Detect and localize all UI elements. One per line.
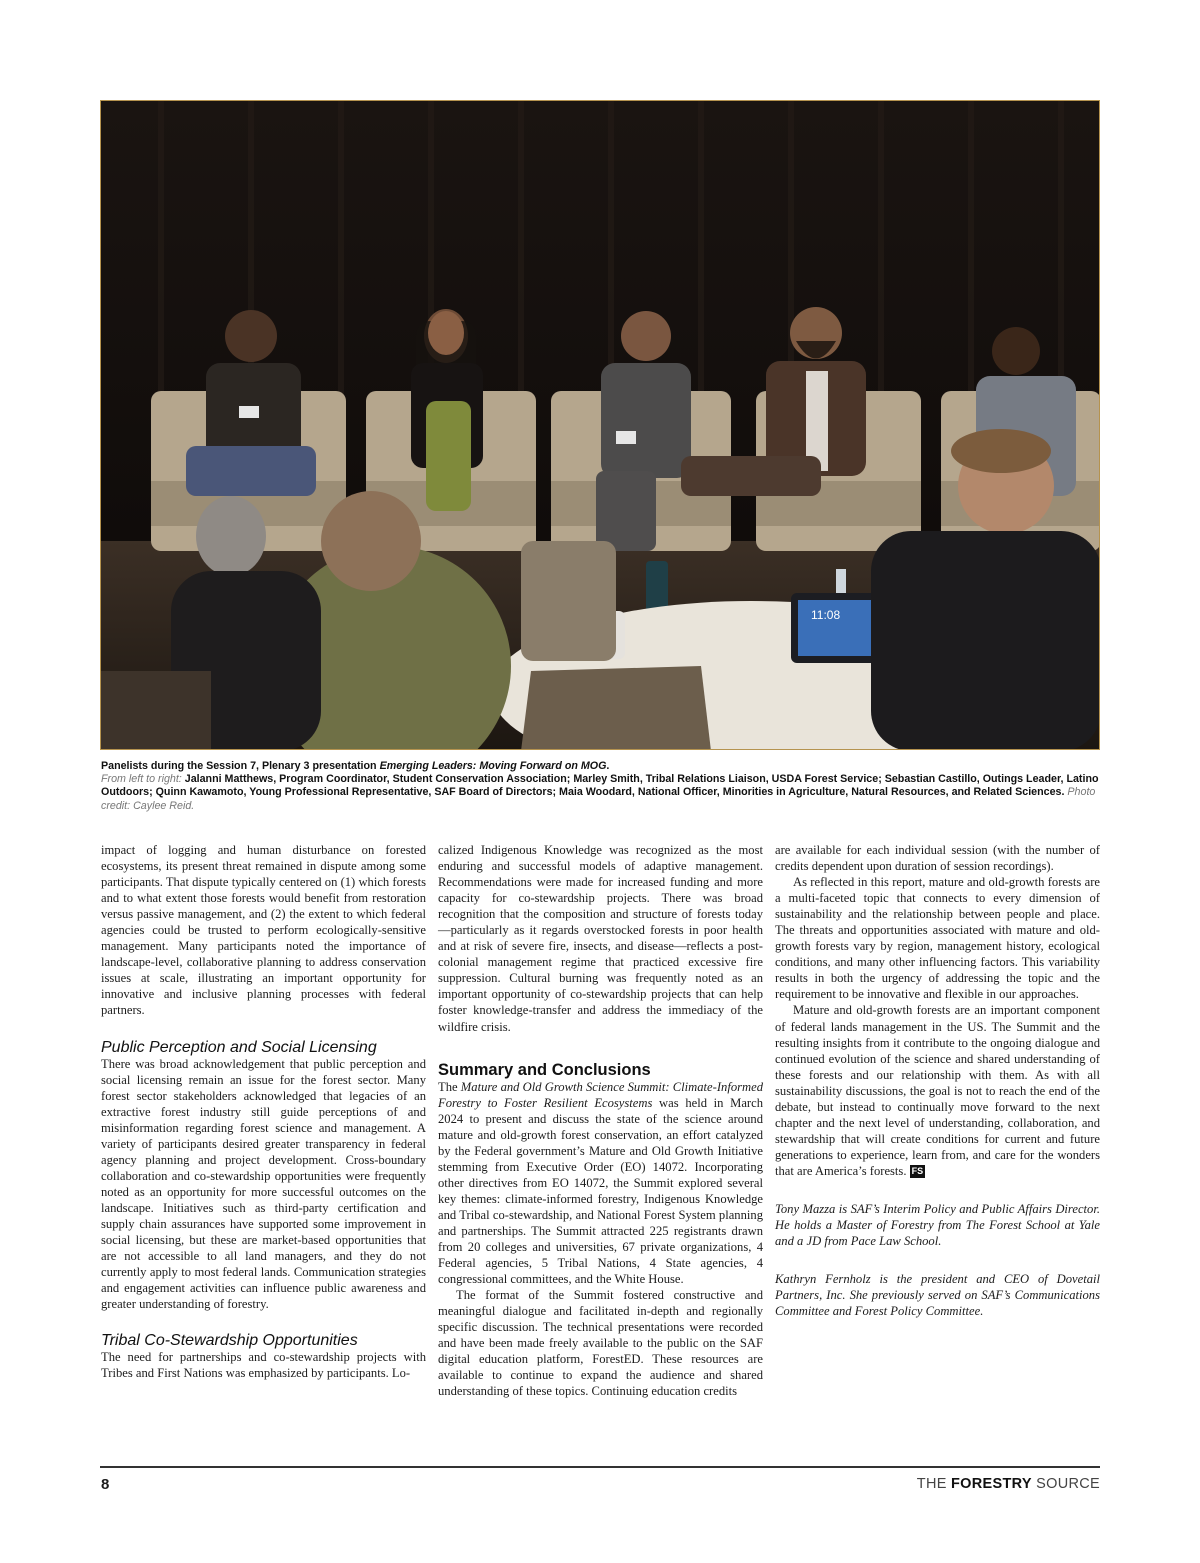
column-3: [775, 842, 1100, 1319]
col2-p2-body: was held in March 2024 to present and discuss the state of the science around mature and old-growth forest conservation, an effort catalyzed by the Federal government’s Mature and Old Growth Initiative stemming from Executive Order (EO) 14072. Incorporating other directives from EO 14072, the Summit explored several key themes: climate-informed forestry, Indigenous Knowledge and Tribal co-stewardship, and National Forest System planning and partnerships. The Summit attracted 225 registrants drawn from 20 colleges and universities, 67 private organizations, 4 Federal agencies, 5 Tribal Nations, 4 State agencies, 4 congressional committees, and the White House.: [438, 1095, 764, 1287]
panel-photo-illustration: [101, 101, 1100, 750]
col1-paragraph-2: There was broad acknowledgement that public perception and social licensing remain an issue for the forest sector. Many forest sector stakeholders acknowledged that legacies of an extractive forest industry still guide perceptions of and misinformation regarding forest science and management. A variety of participants desired greater transparency in federal agency planning and project development. Cross-boundary collaboration and co-stewardship opportunities were frequently noted as an opportunity for more successful outcomes on the landscape. Initiatives such as third-party certification and supply chain assurances have supported some improvement in social licensing, but these are market-based opportunities that are not accessible to all land managers, and they do not currently apply to most federal lands. Communication strategies and engagement activities can influence public awareness and greater understanding of forestry.: [101, 1056, 426, 1312]
col2-paragraph-3: The format of the Summit fostered constructive and meaningful dialogue and facilitated in-depth and regionally specific discussion. The technical presentations were recorded and have been made freely available to the public on the SAF digital education platform, ForestED. These resources are available to continue to expand the audience and shared understanding of these topics. Continuing education credits: [438, 1288, 763, 1399]
caption-line-2: [101, 773, 1101, 813]
col1-paragraph-1: impact of logging and human disturbance on forested ecosystems, its present threat remained in dispute among some participants. That dispute typically centered on (1) which forests and to what extent those forests would benefit from restoration versus passive management, and (2) the extent to which federal agencies could be trusted to perform ecologically-sensitive management. Many participants noted the importance of landscape-level, collaborative planning to address conservation issues at scale, illustrating an important opportunity for innovative and inclusive planning processes with federal partners.: [101, 843, 426, 1018]
masthead-the: THE: [916, 1476, 952, 1492]
column-1: [101, 842, 426, 1381]
col3-paragraph-3: [775, 1002, 1100, 1179]
caption-ltr-label: From left to right:: [101, 773, 185, 786]
publication-masthead: [917, 1476, 1100, 1492]
masthead-source: SOURCE: [1031, 1476, 1100, 1492]
summit-title: Mature and Old Growth Science Summit: Climate-Informed Forestry to Foster Resilient Ecosystems: [438, 1079, 764, 1110]
end-of-article-mark: FS: [911, 1165, 924, 1176]
col1-paragraph-3: The need for partnerships and co-stewardship projects with Tribes and First Nations was emphasized by participants. Lo-: [101, 1350, 426, 1381]
panel-photo: [100, 100, 1100, 750]
author-bio-fernholz: Kathryn Fernholz is the president and CEO of Dovetail Partners, Inc. She previously served on SAF’s Communications Committee and Forest Policy Committee.: [775, 1272, 1100, 1319]
caption-suffix: .: [606, 760, 610, 772]
photo-caption: [101, 760, 1101, 813]
col3-paragraph-1: are available for each individual session (with the number of credits dependent upon duration of session recordings).: [775, 843, 1100, 874]
col2-paragraph-1: calized Indigenous Knowledge was recognized as the most enduring and successful models of adaptive management. Recommendations were made for increased funding and more capacity for co-stewardship projects. There was broad recognition that the composition and structure of forests today—particularly as it regards overstocked forests in poor health and at risk of severe fire, insects, and disease—reflects a post-colonial management regime that practiced excessive fire suppression. Cultural burning was frequently noted as an important opportunity of co-stewardship projects that can help foster knowledge-transfer and address the immediacy of the wildfire crisis.: [438, 843, 763, 1034]
caption-photo-credit: Photo credit: Caylee Reid.: [101, 786, 1096, 812]
masthead-forestry: FORESTRY: [951, 1476, 1032, 1492]
footer-rule: [100, 1466, 1100, 1468]
col3-p3-body: Mature and old-growth forests are an important component of federal lands management in the US. The Summit and the resulting insights from it contribute to the ongoing dialogue and continued evolution of the science and shared understanding of these forests and our relationship with them. As with all sustainability discussions, the goal is not to reach the end of the debate, but instead to continually move forward to the next chapter and the next level of understanding, collaboration, and stewardship that will create conditions for current and future generations to experience, learn from, and care for the wonders that are America’s forests.: [775, 1003, 1100, 1178]
heading-public-perception: Public Perception and Social Licensing: [101, 1038, 377, 1056]
caption-names: Jalanni Matthews, Program Coordinator, Student Conservation Association; Marley Smith, Tribal Relations Liaison, USDA Forest Service; Sebastian Castillo, Outings Leader, Latino Outdoors; Quinn Kawamoto, Young Professional Representative, SAF Board of Directors; Maia Woodard, National Officer, Minorities in Agriculture, Natural Resources, and Related Sciences.: [101, 773, 1099, 799]
page-number: 8: [101, 1476, 110, 1493]
col2-p2-intro: The: [438, 1079, 461, 1094]
caption-prefix: Panelists during the Session 7, Plenary 3 presentation: [101, 760, 380, 772]
caption-line-1: [101, 760, 1101, 773]
author-bio-mazza: Tony Mazza is SAF’s Interim Policy and Public Affairs Director. He holds a Master of Forestry from The Forest School at Yale and a JD from Pace Law School.: [775, 1201, 1100, 1249]
caption-session-title: Emerging Leaders: Moving Forward on MOG: [379, 760, 607, 772]
tablet-clock: 11:08: [811, 608, 841, 622]
heading-tribal-co-stewardship: Tribal Co-Stewardship Opportunities: [101, 1332, 358, 1350]
col3-paragraph-2: As reflected in this report, mature and old-growth forests are a multi-faceted topic that connects to every dimension of sustainability and the relationship between people and place. The threats and opportunities associated with mature and old-growth forests vary by region, management history, ecological conditions, and many other influencing factors. This variability results in both the urgency of addressing the topic and the requirement to be innovative and flexible in our approaches.: [775, 875, 1100, 1002]
heading-summary-conclusions: Summary and Conclusions: [438, 1060, 651, 1079]
col2-paragraph-2: [438, 1079, 763, 1288]
column-2: [438, 842, 763, 1400]
